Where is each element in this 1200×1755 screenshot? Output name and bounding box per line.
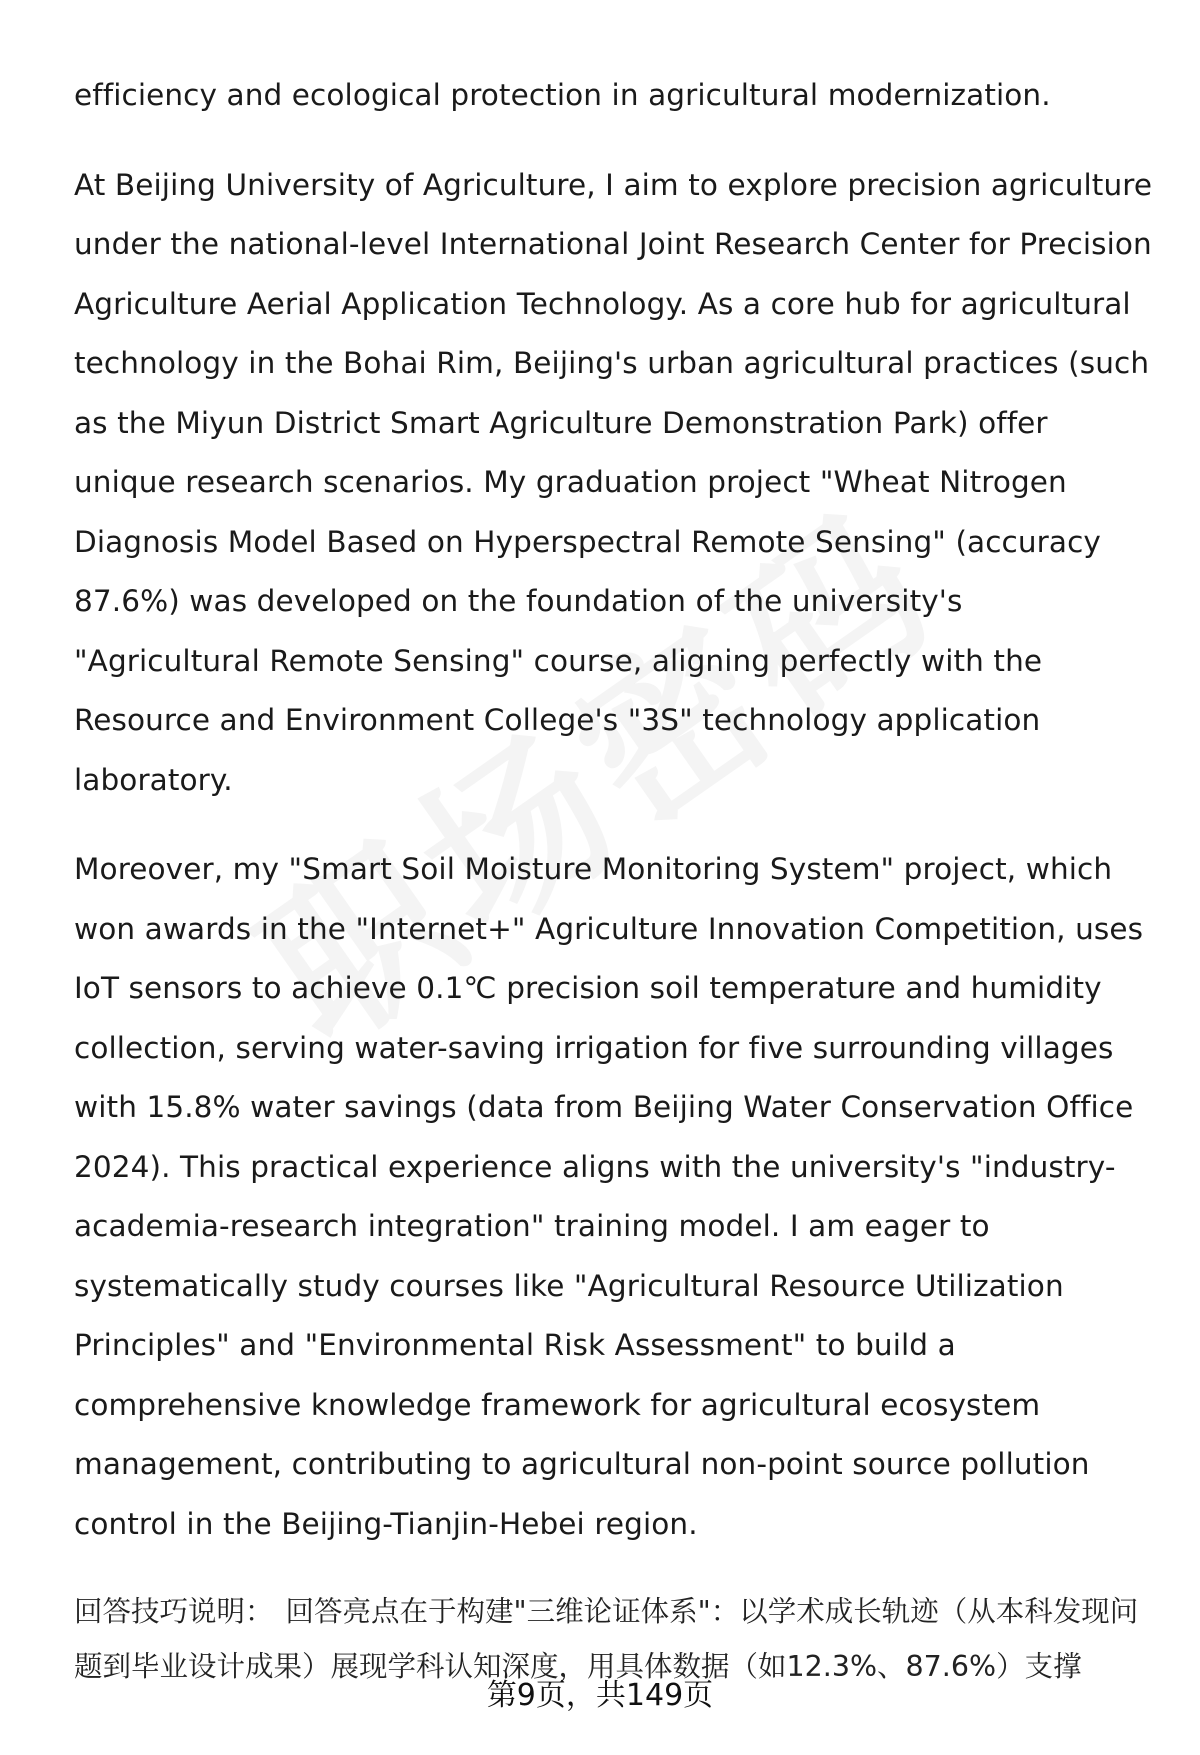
answer-tips-label: 回答技巧说明： <box>74 1595 274 1628</box>
document-body <box>74 66 1154 1694</box>
paragraph-2: At Beijing University of Agriculture, I aim to explore precision agriculture under the national-level International Joint Research Center for Precision Agriculture Aerial Application Technology. As a core hub for agricultural technology in the Bohai Rim, Beijing's urban agricultural practices (such as the Miyun District Smart Agriculture Demonstration Park) offer unique research scenarios. My graduation project "Wheat Nitrogen Diagnosis Model Based on Hyperspectral Remote Sensing" (accuracy 87.6%) was developed on the foundation of the university's "Agricultural Remote Sensing" course, aligning perfectly with the Resource and Environment College's "3S" technology application laboratory. <box>74 167 1153 797</box>
paragraph-3: Moreover, my "Smart Soil Moisture Monitoring System" project, which won awards in the "Internet+" Agriculture Innovation Competition, uses IoT sensors to achieve 0.1℃ precision soil temperature and humidity collection, serving water-saving irrigation for five surrounding villages with 15.8% water savings (data from Beijing Water Conservation Office 2024). This practical experience aligns with the university's "industry-academia-research integration" training model. I am eager to systematically study courses like "Agricultural Resource Utilization Principles" and "Environmental Risk Assessment" to build a comprehensive knowledge framework for agricultural ecosystem management, contributing to agricultural non-point source pollution control in the Beijing-Tianjin-Hebei region. <box>74 852 1144 1541</box>
answer-tips-text: 回答亮点在于构建"三维论证体系"：以学术成长轨迹（从本科发现问题到毕业设计成果）展现学科认知深度，用具体数据（如12.3%、87.6%）支撑 <box>74 1595 1139 1683</box>
page-indicator: 第9页，共149页 <box>486 1678 714 1713</box>
paragraph-1: efficiency and ecological protection in agricultural modernization. <box>74 78 1051 112</box>
